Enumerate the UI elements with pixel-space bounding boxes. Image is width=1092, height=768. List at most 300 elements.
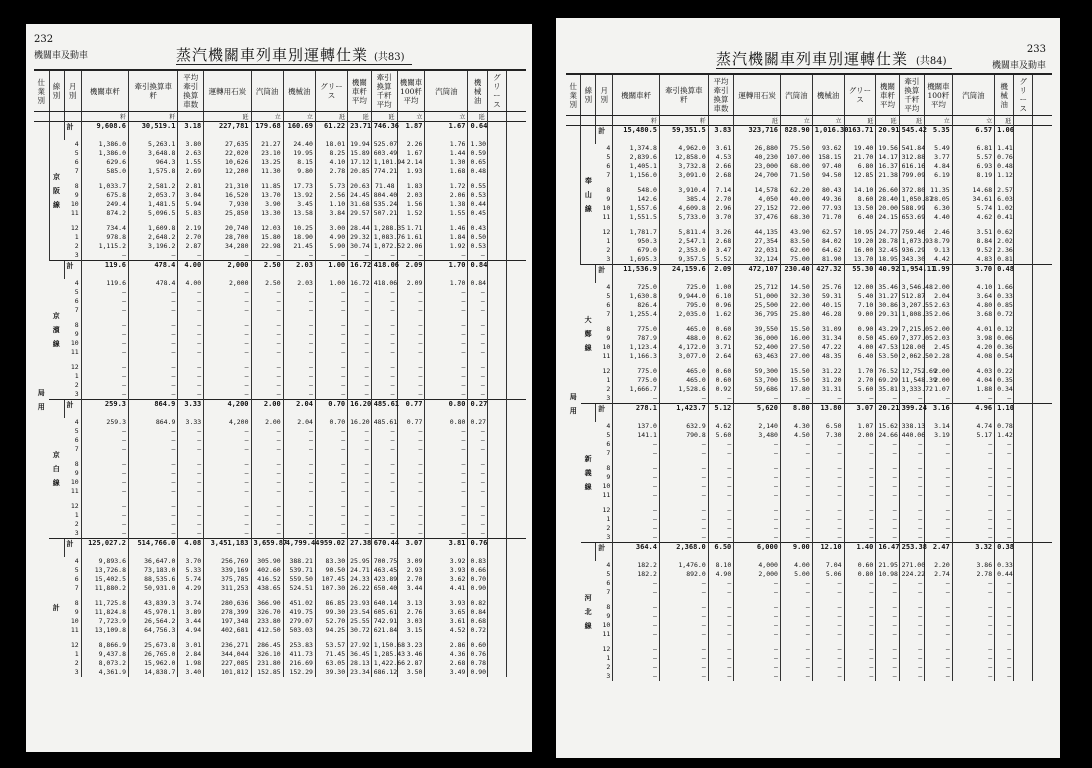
data-cell: 0.66 [468, 566, 487, 575]
month-label: 9 [74, 330, 79, 338]
data-cell: 9,437.8 [81, 650, 128, 659]
data-cell: 2.93 [397, 566, 425, 575]
blank-cell [1014, 352, 1033, 361]
blank-cell [1033, 394, 1052, 404]
data-cell: 2,062.50 [899, 352, 925, 361]
data-cell: 1,101.94 [371, 158, 397, 167]
blank-cell [487, 460, 506, 469]
data-cell: 0.62 [995, 228, 1014, 237]
data-cell: 71.45 [315, 650, 347, 659]
month-label: 1 [74, 650, 79, 658]
data-cell: 71.50 [780, 171, 812, 180]
empty-cell: — [178, 339, 204, 348]
blank-cell [1014, 491, 1033, 500]
data-cell: 256,769 [204, 557, 251, 566]
blank-cell [1033, 579, 1052, 588]
data-cell: 3.65 [425, 608, 468, 617]
blank-cell [1033, 440, 1052, 449]
total-value: 670.44 [371, 539, 397, 558]
unit-cell: 粁 [613, 116, 660, 126]
empty-cell: — [283, 529, 315, 539]
empty-cell: — [251, 288, 283, 297]
blank-cell [1033, 672, 1052, 681]
empty-cell: — [251, 372, 283, 381]
empty-cell: — [659, 579, 708, 588]
data-cell: 21,310 [204, 182, 251, 191]
empty-cell: — [371, 339, 397, 348]
data-cell: 25.80 [780, 310, 812, 319]
data-cell: 3,910.4 [659, 186, 708, 195]
data-cell: 40,230 [734, 153, 781, 162]
data-cell: 5.06 [812, 570, 844, 579]
data-cell: 1,476.0 [659, 561, 708, 570]
data-cell: 775.0 [613, 376, 660, 385]
header-oil-100: 機關車100粁平均 [925, 75, 953, 116]
empty-cell: — [348, 487, 372, 496]
table-row [34, 330, 526, 339]
data-cell: 2.96 [708, 204, 734, 213]
blank-cell [1033, 144, 1052, 153]
empty-cell: — [251, 469, 283, 478]
blank-cell [507, 400, 526, 419]
data-cell: 0.84 [468, 608, 487, 617]
data-cell: 25,500 [734, 301, 781, 310]
blank-cell [487, 539, 506, 558]
total-value: 55.30 [844, 265, 876, 284]
empty-cell: — [468, 321, 487, 330]
data-cell: 52.70 [315, 617, 347, 626]
empty-cell: — [780, 515, 812, 524]
blank-cell [487, 641, 506, 650]
empty-cell: — [178, 487, 204, 496]
empty-cell: — [708, 515, 734, 524]
empty-cell: — [844, 491, 876, 500]
data-cell: 34.61 [952, 195, 994, 204]
month-label: 10 [602, 204, 611, 212]
empty-cell: — [952, 621, 994, 630]
empty-cell: — [81, 381, 128, 390]
blank-cell [507, 566, 526, 575]
empty-cell: — [315, 390, 347, 400]
month-label: 6 [74, 575, 79, 583]
month-label: 5 [606, 153, 611, 161]
blank-cell [1014, 570, 1033, 579]
data-cell: 9.80 [283, 167, 315, 176]
data-cell: 6.80 [844, 162, 876, 171]
empty-cell: — [952, 588, 994, 597]
data-cell: 4.80 [952, 301, 994, 310]
empty-cell: — [81, 339, 128, 348]
empty-cell: — [468, 460, 487, 469]
empty-cell: — [348, 348, 372, 357]
empty-cell: — [613, 464, 660, 473]
data-cell: 224.22 [899, 570, 925, 579]
empty-cell: — [425, 427, 468, 436]
data-cell: 3.80 [178, 140, 204, 149]
data-cell: 27,152 [734, 204, 781, 213]
month-label: 5 [606, 570, 611, 578]
empty-cell: — [659, 612, 708, 621]
data-cell: 7.14 [708, 186, 734, 195]
table-row [34, 502, 526, 511]
empty-cell: — [659, 621, 708, 630]
empty-cell: — [348, 427, 372, 436]
data-cell: 15.62 [876, 422, 899, 431]
blank-cell [1033, 301, 1052, 310]
table-row [566, 588, 1052, 597]
data-cell: 2.20 [925, 561, 953, 570]
table-row [566, 228, 1052, 237]
empty-cell: — [925, 533, 953, 543]
total-value: 418.06 [371, 261, 397, 280]
total-value: 1.06 [995, 126, 1014, 145]
blank-cell [487, 650, 506, 659]
empty-cell: — [952, 394, 994, 404]
data-cell: 20.85 [348, 167, 372, 176]
data-cell: 3.93 [425, 566, 468, 575]
empty-cell: — [659, 449, 708, 458]
empty-cell: — [178, 297, 204, 306]
empty-cell: — [468, 511, 487, 520]
data-cell: 0.48 [995, 162, 1014, 171]
blank-cell [1014, 265, 1033, 284]
blank-cell [1033, 588, 1052, 597]
empty-cell: — [397, 372, 425, 381]
empty-cell: — [348, 363, 372, 372]
empty-cell: — [129, 436, 178, 445]
data-cell: 25.55 [348, 617, 372, 626]
empty-cell: — [844, 645, 876, 654]
data-cell: 3.61 [425, 617, 468, 626]
empty-cell: — [925, 654, 953, 663]
data-cell: 45.69 [876, 334, 899, 343]
data-cell: 388.21 [283, 557, 315, 566]
data-cell: 99.30 [315, 608, 347, 617]
line-label: 奉山線 [581, 126, 596, 265]
empty-cell: — [925, 394, 953, 404]
month-label: 7 [74, 584, 79, 592]
blank-cell [1033, 343, 1052, 352]
empty-cell: — [178, 306, 204, 315]
data-cell: 30.74 [348, 242, 372, 251]
data-cell: 2.74 [925, 570, 953, 579]
blank-cell [487, 469, 506, 478]
empty-cell: — [899, 464, 925, 473]
empty-cell: — [708, 449, 734, 458]
data-cell: 5.90 [315, 242, 347, 251]
data-cell: 11.35 [925, 186, 953, 195]
data-cell: 59.31 [812, 292, 844, 301]
blank-cell [1014, 506, 1033, 515]
empty-cell: — [708, 579, 734, 588]
empty-cell: — [899, 672, 925, 681]
unit-blank [487, 112, 506, 122]
data-cell: 31.68 [348, 200, 372, 209]
data-cell: 4.74 [952, 422, 994, 431]
empty-cell: — [876, 621, 899, 630]
data-cell: 3.64 [952, 292, 994, 301]
unit-cell: 粁 [129, 112, 178, 122]
total-value: 40.92 [876, 265, 899, 284]
blank-cell [1014, 228, 1033, 237]
empty-cell: — [397, 381, 425, 390]
table-row [34, 279, 526, 288]
data-cell: 503.03 [283, 626, 315, 635]
total-value: 959.02 [315, 539, 347, 558]
data-cell: 5,811.4 [659, 228, 708, 237]
empty-cell: — [613, 491, 660, 500]
data-cell: 14.50 [780, 283, 812, 292]
header-coal: 運轉用石炭 [734, 75, 781, 116]
data-cell: 13.70 [251, 191, 283, 200]
data-cell: 21.70 [844, 153, 876, 162]
month-label: 1 [74, 233, 79, 241]
data-cell: 7,377.05 [899, 334, 925, 343]
data-cell: 0.33 [995, 292, 1014, 301]
blank-cell [1014, 237, 1033, 246]
data-cell: 1,073.93 [899, 237, 925, 246]
data-cell: 72.00 [780, 204, 812, 213]
data-cell: 936.29 [899, 246, 925, 255]
data-cell: 0.60 [844, 561, 876, 570]
total-value: 4.96 [952, 404, 994, 423]
empty-cell: — [844, 482, 876, 491]
data-cell: 4.29 [178, 584, 204, 593]
header-month: 月 別 [596, 75, 613, 116]
month-label: 3 [606, 672, 611, 680]
empty-cell: — [371, 348, 397, 357]
empty-cell: — [397, 445, 425, 454]
data-cell: 9.13 [925, 246, 953, 255]
data-cell: 24.15 [876, 213, 899, 222]
empty-cell: — [81, 511, 128, 520]
data-cell: 49.36 [812, 195, 844, 204]
unit-cell: 立 [952, 116, 994, 126]
blank-cell [1033, 473, 1052, 482]
blank-cell [1014, 310, 1033, 319]
total-label: 計 [64, 539, 81, 558]
empty-cell: — [397, 288, 425, 297]
blank-cell [487, 529, 506, 539]
empty-cell: — [876, 588, 899, 597]
total-value: 227,781 [204, 122, 251, 141]
empty-cell: — [371, 330, 397, 339]
empty-cell: — [204, 502, 251, 511]
data-cell: 45,970.1 [129, 608, 178, 617]
data-cell: 488.0 [659, 334, 708, 343]
data-cell: 0.35 [995, 376, 1014, 385]
blank-cell [507, 242, 526, 251]
empty-cell: — [995, 506, 1014, 515]
empty-cell: — [348, 297, 372, 306]
empty-cell: — [251, 339, 283, 348]
data-cell: 81.90 [812, 255, 844, 265]
data-cell: 6.40 [844, 213, 876, 222]
data-cell: 3,648.8 [129, 149, 178, 158]
blank-cell [487, 251, 506, 261]
empty-cell: — [780, 603, 812, 612]
empty-cell: — [708, 588, 734, 597]
data-cell: 759.46 [899, 228, 925, 237]
data-cell: 535.24 [371, 200, 397, 209]
blank-cell [507, 659, 526, 668]
empty-cell: — [780, 449, 812, 458]
data-cell: 3.90 [251, 200, 283, 209]
header-month: 月 別 [64, 71, 81, 112]
header-tractive-km: 牽引換算車粁 [129, 71, 178, 112]
blank-cell [507, 539, 526, 558]
month-label: 10 [602, 482, 611, 490]
unit-cell: 瓩 [734, 116, 781, 126]
unit-blank [507, 112, 526, 122]
empty-cell: — [371, 381, 397, 390]
empty-cell: — [844, 663, 876, 672]
empty-cell: — [876, 672, 899, 681]
blank-cell [507, 149, 526, 158]
data-cell: 3.98 [952, 334, 994, 343]
header-coal-per-loco: 機關車粁平均 [348, 71, 372, 112]
data-cell: 28,700 [204, 233, 251, 242]
data-cell: 8,073.2 [81, 659, 128, 668]
blank-cell [1014, 153, 1033, 162]
empty-cell: — [283, 427, 315, 436]
month-label: 3 [606, 394, 611, 402]
data-cell: 21.95 [876, 561, 899, 570]
empty-cell: — [129, 460, 178, 469]
header-cyl-sub: 汽筒油 [425, 71, 468, 112]
data-cell: 11.30 [251, 167, 283, 176]
month-label: 7 [606, 171, 611, 179]
data-cell: 25,712 [734, 283, 781, 292]
empty-cell: — [348, 460, 372, 469]
month-label: 10 [70, 200, 79, 208]
data-cell: 1,115.2 [81, 242, 128, 251]
data-cell: 19.94 [348, 140, 372, 149]
data-cell: 8.10 [708, 561, 734, 570]
empty-cell: — [283, 363, 315, 372]
data-cell: 0.44 [995, 570, 1014, 579]
table-row [34, 363, 526, 372]
total-label: 計 [596, 126, 613, 145]
data-cell: 0.55 [468, 182, 487, 191]
empty-cell: — [178, 469, 204, 478]
table-row [566, 255, 1052, 265]
table-row [34, 529, 526, 539]
empty-cell: — [348, 339, 372, 348]
empty-cell: — [734, 663, 781, 672]
empty-cell: — [129, 502, 178, 511]
empty-cell: — [178, 460, 204, 469]
empty-cell: — [812, 621, 844, 630]
data-cell: 0.27 [468, 418, 487, 427]
blank-cell [487, 158, 506, 167]
data-cell: 119.6 [81, 279, 128, 288]
blank-cell [487, 566, 506, 575]
table-row [566, 153, 1052, 162]
data-cell: 6.93 [952, 162, 994, 171]
empty-cell: — [734, 612, 781, 621]
empty-cell: — [315, 321, 347, 330]
data-cell: 1,123.4 [613, 343, 660, 352]
data-cell: 15,402.5 [81, 575, 128, 584]
empty-cell: — [659, 482, 708, 491]
data-cell: 1.41 [995, 144, 1014, 153]
empty-cell: — [708, 506, 734, 515]
empty-cell: — [734, 645, 781, 654]
data-cell: 0.50 [844, 334, 876, 343]
empty-cell: — [251, 511, 283, 520]
month-label: 8 [606, 603, 611, 611]
data-cell: 7.30 [812, 431, 844, 440]
blank-cell [1033, 570, 1052, 579]
page-title: 蒸汽機關車列車別運轉仕業 [176, 46, 369, 64]
blank-cell [507, 529, 526, 539]
data-cell: 1.93 [397, 167, 425, 176]
data-cell: 675.8 [81, 191, 128, 200]
data-cell: 0.80 [425, 418, 468, 427]
data-cell: 0.53 [468, 242, 487, 251]
empty-cell: — [812, 524, 844, 533]
data-cell: 4.10 [952, 283, 994, 292]
data-cell: 650.40 [371, 584, 397, 593]
empty-cell: — [371, 372, 397, 381]
table-row [34, 520, 526, 529]
empty-cell: — [204, 363, 251, 372]
empty-cell: — [371, 390, 397, 400]
total-value: 0.48 [995, 265, 1014, 284]
empty-cell: — [468, 372, 487, 381]
empty-cell: — [659, 473, 708, 482]
empty-cell: — [995, 612, 1014, 621]
total-value: 3,451,183 [204, 539, 251, 558]
table-row [566, 654, 1052, 663]
month-label: 10 [70, 617, 79, 625]
blank-cell [1014, 672, 1033, 681]
empty-cell: — [425, 469, 468, 478]
data-cell: 11,880.2 [81, 584, 128, 593]
blank-cell [487, 626, 506, 635]
total-value: 323,716 [734, 126, 781, 145]
data-cell: 86.85 [315, 599, 347, 608]
data-cell: 3,333.72 [899, 385, 925, 394]
empty-cell: — [925, 663, 953, 672]
data-cell: 4.52 [425, 626, 468, 635]
month-label: 11 [70, 487, 79, 495]
data-cell: 465.0 [659, 367, 708, 376]
empty-cell: — [812, 612, 844, 621]
empty-cell: — [283, 306, 315, 315]
data-cell: 804.40 [371, 191, 397, 200]
empty-cell: — [780, 533, 812, 543]
blank-cell [507, 348, 526, 357]
total-value: 3.07 [397, 539, 425, 558]
empty-cell: — [371, 321, 397, 330]
empty-cell: — [780, 473, 812, 482]
blank-cell [507, 617, 526, 626]
month-label: 11 [70, 626, 79, 634]
blank-cell [487, 478, 506, 487]
month-label: 2 [606, 246, 611, 254]
blank-cell [487, 242, 506, 251]
empty-cell: — [995, 630, 1014, 639]
empty-cell: — [780, 524, 812, 533]
data-cell: 9.52 [952, 246, 994, 255]
blank-cell [487, 599, 506, 608]
blank-cell [1014, 204, 1033, 213]
data-cell: 2,581.2 [129, 182, 178, 191]
data-cell: 3,480 [734, 431, 781, 440]
data-cell: 4,609.8 [659, 204, 708, 213]
